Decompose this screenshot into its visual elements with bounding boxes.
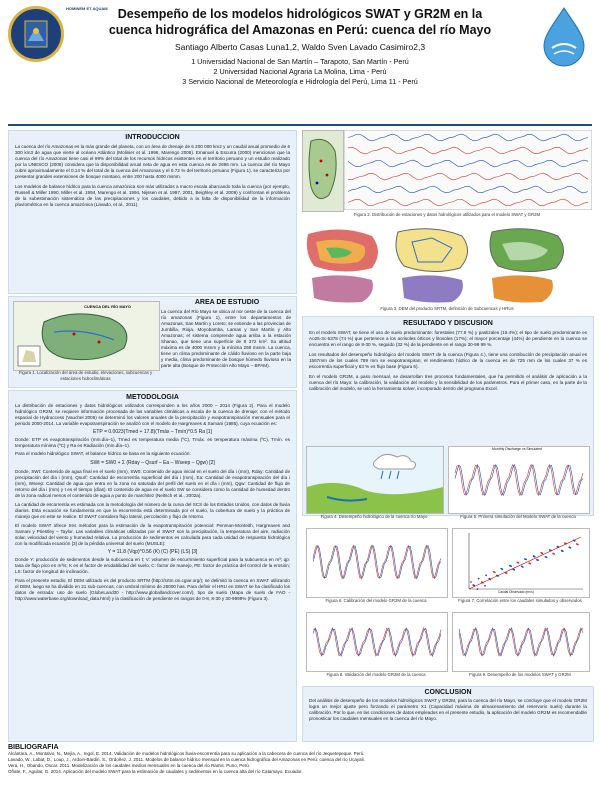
scatter-point [500, 568, 502, 570]
intro-paragraph-2: Los modelos de balance hídrico para la cuenca amazónica son más utilizados a macro escala abarcando toda la cuenca (por ejemplo, Russell & Miller 1990, Miller et al. 1994, Marengo et al. 1994, Nijssen et al. 1997, 2001, Beighley et al. 2009) y confrontan el problema de la subestimación sistemática de las precipitaciones y los caudales, debido a la falta de disponibilidad de la información pluviométrica en la cuenca amazónica (Lavado, et al., 2011). [15, 184, 290, 207]
equation-2: SWt = SW0 + Σ (Rday – Qsurf – Ea – Wseep – Qgw) [2] [90, 460, 215, 466]
figure-1-caption: Figura 1. Localización del área de estudio, elevaciones, subcuencas y estaciones hidroclimáticas [18, 370, 153, 381]
reference-4: Oñate, F., Aguilar, G. 2014. Aplicación del modelo SWAT para la estimación de caudales y sedimentos en la cuenca alta del río Catamayo. Ecuador. [8, 769, 303, 774]
study-area-text: La cuenca del Río Mayo se ubica al nor oeste de la cuenca del río amazonas (Figura 1), entre los departamentos de Amazonas, San Martín y Loreto; se extiende a las provincias de Jumbilla, Rioja, Moyobamba, Lamas y San Martín y Alto Amazonas; el sistema comprende agua arriba a la estación Shanao, que tiene una superficie de 8 372 km². Su altitud máxima es de 4000 msnm y la mínima 268 msnm. La cuenca, tiene un clima predominante de cálido lluvioso en la parte baja y media, clima predominante de bosque húmedo lluvioso en la parte alta (Bosque de Protección Alto Mayo – BPAM). [161, 309, 291, 368]
scatter-point [493, 571, 495, 573]
scatter-point [561, 550, 563, 552]
reference-3: Vera, H., Obando, Oscar. 2011. Modelización de los caudales medios mensuales en la cuenca del río Ramis. Puno, Perú. [8, 763, 251, 768]
method-paragraph-4: Donde, SWt: Contenido de agua final en el suelo (mm), SW0: Contenido de agua inicial en el suelo del día i (mm), Rday: Cantidad de precipitación del día i (mm), Qsurf: Cantidad de escorrentía superficial del día i (mm), Ea: Cantidad de evapotranspiración del día i (mm), Wseep: Cantidad de agua que entra en la zona no saturada del perfil del suelo en el día i (mm), Qgw: Cantidad de flujo de retorno del día i (mm) y t es el tiempo (días). El contenido de agua en el suelo SW se considera como la cantidad de humedad dentro de la zona radical menos el contenido de agua a punto de marchitez (Neitsch et al., 2002a). [15, 469, 290, 498]
title-line-1: Desempeño de los modelos hidrológicos SWAT y GR2M en la [117, 7, 483, 21]
reference-2: Lavado, W., Labat, D., Loup, J., Ardoin-Bardin, S., Ordoñez, J. 2011. Modelos de balance hídrico mensual en la cuenca hidrográfica del Amazonas en Perú: cuenca del río Ucayali. [8, 757, 365, 762]
methodology-heading: METODOLOGIA [126, 394, 179, 401]
bibliography-section [8, 744, 592, 798]
scatter-point [557, 546, 559, 548]
equation-1: ETP = 0.0023(Tmed + 17.8)(Tmáx – Tmín)^0.5 Ra [1] [93, 429, 212, 435]
figure-7-caption: Figura 7. Correlación entre los caudales simulados y observados [458, 598, 582, 603]
figure-9-caption: Figura 9. Desempeño de los modelos SWAT y GR2M [469, 672, 571, 677]
method-paragraph-1: La distribución de estaciones y datos hidrológicos utilizados corresponden a los años 2000 – 2014 (Figura 2). Para el modelo hidrológico GR2M, se requiere información procesada de las variables climáticas a escala de la cuenca de drenaje; con el método espacial de Hydraccess (Vauchel 2006) se determinó los valores anuales de la precipitación y evapotranspiración mensuales para el periodo 2000-2014. La variable evapotranspiración se analizó con el modelo de Hargreaves & Samani (1985), cuya ecuación es: [15, 403, 290, 426]
figure-2-caption: Figura 2. Distribución de estaciones y datos hidrológicos utilizados para el modelo SWAT y GR2M [353, 212, 541, 217]
methodology-section [8, 390, 297, 742]
scatter-point [521, 566, 523, 568]
header-rule [8, 124, 592, 126]
university-logo [8, 6, 64, 62]
water-balance-diagram [306, 446, 444, 514]
water-drop-icon [538, 6, 590, 68]
scatter-point [485, 574, 487, 576]
affiliation-3: 3 Servicio Nacional de Meteorología e Hidrología del Perú, Lima 11 - Perú [182, 77, 418, 86]
figure-3 [302, 222, 592, 314]
scatter-xlabel: Caudal Observado (m³/s) [498, 590, 534, 594]
station-timeseries-chart [344, 130, 592, 210]
method-paragraph-2: Donde: ETP es evapotranspiración (mm.día–1), Tmed es temperatura media (ºC), Tmáx. es temperatura máxima (ºC), Tmín. es temperatura mínima (ºC) y Ra es Radiación (mm.día–1). [15, 437, 290, 448]
scatter-point [470, 581, 472, 583]
landuse-map-icon [490, 229, 564, 272]
title-line-2: cuenca hidrográfica del Amazonas en Perú: cuenca del río Mayo [108, 23, 492, 37]
scatter-point [545, 556, 547, 558]
intro-paragraph-1: La cuenca del río Amazonas es la más grande del planeta, con un área de drenaje de 6 200 000 km2 y un caudal anual promedio de 6 300 km3 de agua que vierte al océano Atlántico (Molinier et al. 1996, Marengo 2006). Emanuel & Escurra (2000) mencionan que la cuenca del río Amazonas tiene casi el 99% del total de los recursos hídricos existentes en el territorio peruano y un estudio realizado por la UNESCO (2006) considera que la disponibilidad anual neta de agua en esta cuenca es de 2696 mm. La cuenca del río Mayo cubre aproximadamente el 0.14 % del total de la cuenca del Amazonas y el 0.72 % del territorio peruano (Figura 1), se caracteriza por presentar grandes extensiones de bosque montano, entre 200 hasta 4000 msnm. [15, 144, 290, 179]
method-paragraph-7: Donde Y: producción de sedimentos desde la subcuenca en t; V: volumen de escurrimiento superficial para la subcuenca en m³; qp: tasa de flujo pico en m³/s; K es el factor de erodabilidad del suelo, C: factor de manejo, PE: factor de práctica del control de la erosión; LS: factor de longitud de inclinación. [15, 557, 290, 574]
results-paragraph-2: Los resultados del desempeño hidrológico del modelo SWAT de la cuenca (Figura 4.), tiene una contribución de precipitación anual es 1567mm de los cuales 789 mm se evapotranspiran; el rendimiento hídrico de la cuenca es de 725 mm de los cuales 37 % es escorrentía superficial y 63 % es flujo base (Figura 5). [309, 352, 587, 369]
soil-map-icon [312, 275, 553, 302]
method-paragraph-8: Para el presente estudio, El DEM utilizado es del producto SRTM (http://srtm.csi.cgiar.org/); se delimitó la cuenca en SWAT utilizando el DEM, luego se ha dividido en 21 sub-cuencas, con umbral mínimo de 25000 has. Para definir el HRU en SWAT se ha clasificado los datos de entrada: uso de suelo (GlobeLand30 - http://www.globallandcover.com/), tipo de suelo (Mapa de suelo de FAO - http://www.waterbase.org/download_data.html) y la clasificación de pendiente en rangos de 0-8, 8-30 y 30-9999% (Figura 3). [15, 578, 290, 601]
scatter-point [524, 558, 526, 560]
senamhi-water-drop-logo [538, 6, 590, 68]
bibliography-heading: BIBLIOGRAFIA [8, 744, 59, 751]
logo-motto: HOMINEM ET AQUAM [66, 6, 108, 11]
model-performance-chart [452, 612, 590, 672]
figures-row-1 [302, 446, 592, 526]
figures-row-2 [302, 528, 592, 610]
conclusion-text: Del análisis de desempeño de los modelos hidrológicos SWAT y GR2M, para la cuenca del río Mayo, se concluye que el modelo GR2M logra un mejor ajuste pero forzando el parámetro X1 (Capacidad máxima de almacenamiento del reservorio suelo) durante la calibración. Por lo que, en las condiciones de datos empleados en el presente estudio, la aplicación del modelo GR2M es recomendable pronosticar los caudales mensuales en la cuenca del río Mayo. [309, 698, 587, 721]
scatter-point [536, 559, 538, 561]
scatter-point [509, 565, 511, 567]
figure-2 [302, 130, 592, 220]
affiliations [70, 57, 530, 87]
map-title: CUENCA DEL RÍO MAYO [84, 304, 131, 309]
scatter-point [478, 578, 480, 580]
study-area-map [13, 301, 160, 371]
scatter-point [484, 585, 486, 587]
shield-icon [11, 9, 61, 59]
affiliation-2: 2 Universidad Nacional Agraria La Molina, Lima - Perú [213, 67, 387, 76]
scatter-point [552, 553, 554, 555]
poster-title [70, 6, 530, 38]
station-map-icon [303, 131, 343, 211]
method-paragraph-5: La cantidad de escorrentía es estimada con la metodología del número de la curva del SCS de los Estados Unidos, con datos de lluvia diarios. Esta ecuación se fundamenta en que la escorrentía está determinada por el suelo, la cobertura de suelo y la práctica de manejo que en este se realice. El SWAT considera flujo lateral, percolación y flujo de retorno. [15, 502, 290, 519]
authors: Santiago Alberto Casas Luna1,2, Waldo Sven Lavado Casimiro2,3 [174, 42, 426, 52]
scatter-point [533, 555, 535, 557]
results-paragraph-3: En el modelo GR2M, a paso mensual, se desarrollan tres procesos fundamentales, que ha permitido el análisis de aplicación a la cuenca del río Mayo: la calibración, la validación del modelo y la sensibilidad de los parámetros. Para el primer caso, en la parte de la calibración del modelo, se usó la herramienta solver, incorporado dentro del programa Excel. [309, 374, 587, 391]
gr2m-validation-chart [306, 612, 448, 672]
results-heading: RESULTADO Y DISCUSION [403, 320, 493, 327]
correlation-scatter-chart [452, 528, 590, 598]
figure-5-caption: Figura 5. Primera simulación del Modelo SWAT de la cuenca [460, 514, 576, 519]
figure-8-caption: Figura 8. Validación del modelo GR2M de la cuenca [326, 672, 426, 677]
conclusion-section [302, 686, 594, 742]
results-paragraph-1: En el modelo SWAT, se tiene el uso de suelo predominante: forestales (77.9 %) y pastizales (19.4%); el tipo de suelo predominante es Ao25-3c-5378 (74 %) que pertenece a los acrisoles órticos y litosoles (17%); el mayor porcentaje (44%) de pendiente en la cuenca se encuentra en el rango de 8-30 %, seguido (32 %) de la pendiente en el rango 30-99 99 %. [309, 330, 587, 347]
method-paragraph-3: Para el modelo hidrológico SWAT, el balance hídrico se basa en la siguiente ecuación: [15, 451, 191, 456]
intro-heading: INTRODUCCION [125, 134, 180, 141]
scatter-point [540, 552, 542, 554]
gr2m-calibration-chart [306, 528, 448, 598]
scatter-point [517, 562, 519, 564]
basin-map-icon [14, 302, 159, 370]
scatter-point [568, 546, 570, 548]
subbasin-map-icon [396, 229, 468, 272]
swat-chart-title: Monthly Discharge vs Simulated [492, 447, 542, 451]
intro-section [8, 130, 297, 294]
figures-row-3 [302, 612, 592, 684]
scatter-point [549, 549, 551, 551]
affiliation-1: 1 Universidad Nacional de San Martín – Tarapoto, San Martín - Perú [191, 57, 409, 66]
figure-3-caption: Figura 3. DEM del producto SRTM, definición de Subcuencas y HRUs [380, 306, 514, 311]
dem-subbasin-maps [302, 222, 592, 306]
figure-4-caption: Figura 4. Desempeño hidrológico de la cuenca río Mayo [320, 514, 428, 519]
station-map [302, 130, 344, 212]
dem-map-icon [307, 229, 378, 271]
figure-6-caption: Figura 6. Calibración del modelo GR2M de la cuenca [325, 598, 427, 603]
method-paragraph-6: El modelo SWAT ofrece tres métodos para la estimación de la evapotranspiración potencial: Penman-Monteith, Hargreaves and Samani y Priestley – Taylor. Las variables climáticas utilizadas por el SWAT son la precipitación, la temperatura del aire, radiación solar, velocidad del viento y humedad relativa. La producción de sedimentos es calculada para cada unidad de respuesta hidrológica con la modificada ecuación [3] de la pérdida universal del suelo (MUSLE): [15, 523, 290, 546]
study-area-heading: AREA DE ESTUDIO [194, 299, 260, 306]
reference-1: Alcántara, A., Montalvo, N., Mejía, A., Ingol, E. 2014. Validación de modelos hidrológicos lluvia-escorrentía para su aplicación a la cabecera de cuenca del río Jequetepeque. Perú. [8, 751, 365, 756]
scatter-point [528, 562, 530, 564]
conclusion-heading: CONCLUSION [424, 689, 472, 696]
equation-3: Y = 11.8 (Vqp)^0.56 (K) (C) (PE) (LS) [3] [107, 549, 198, 555]
swat-simulation-chart [448, 446, 590, 514]
scatter-point [472, 584, 474, 586]
study-area-section [8, 296, 297, 388]
scatter-point [477, 588, 479, 590]
scatter-point [576, 543, 578, 545]
